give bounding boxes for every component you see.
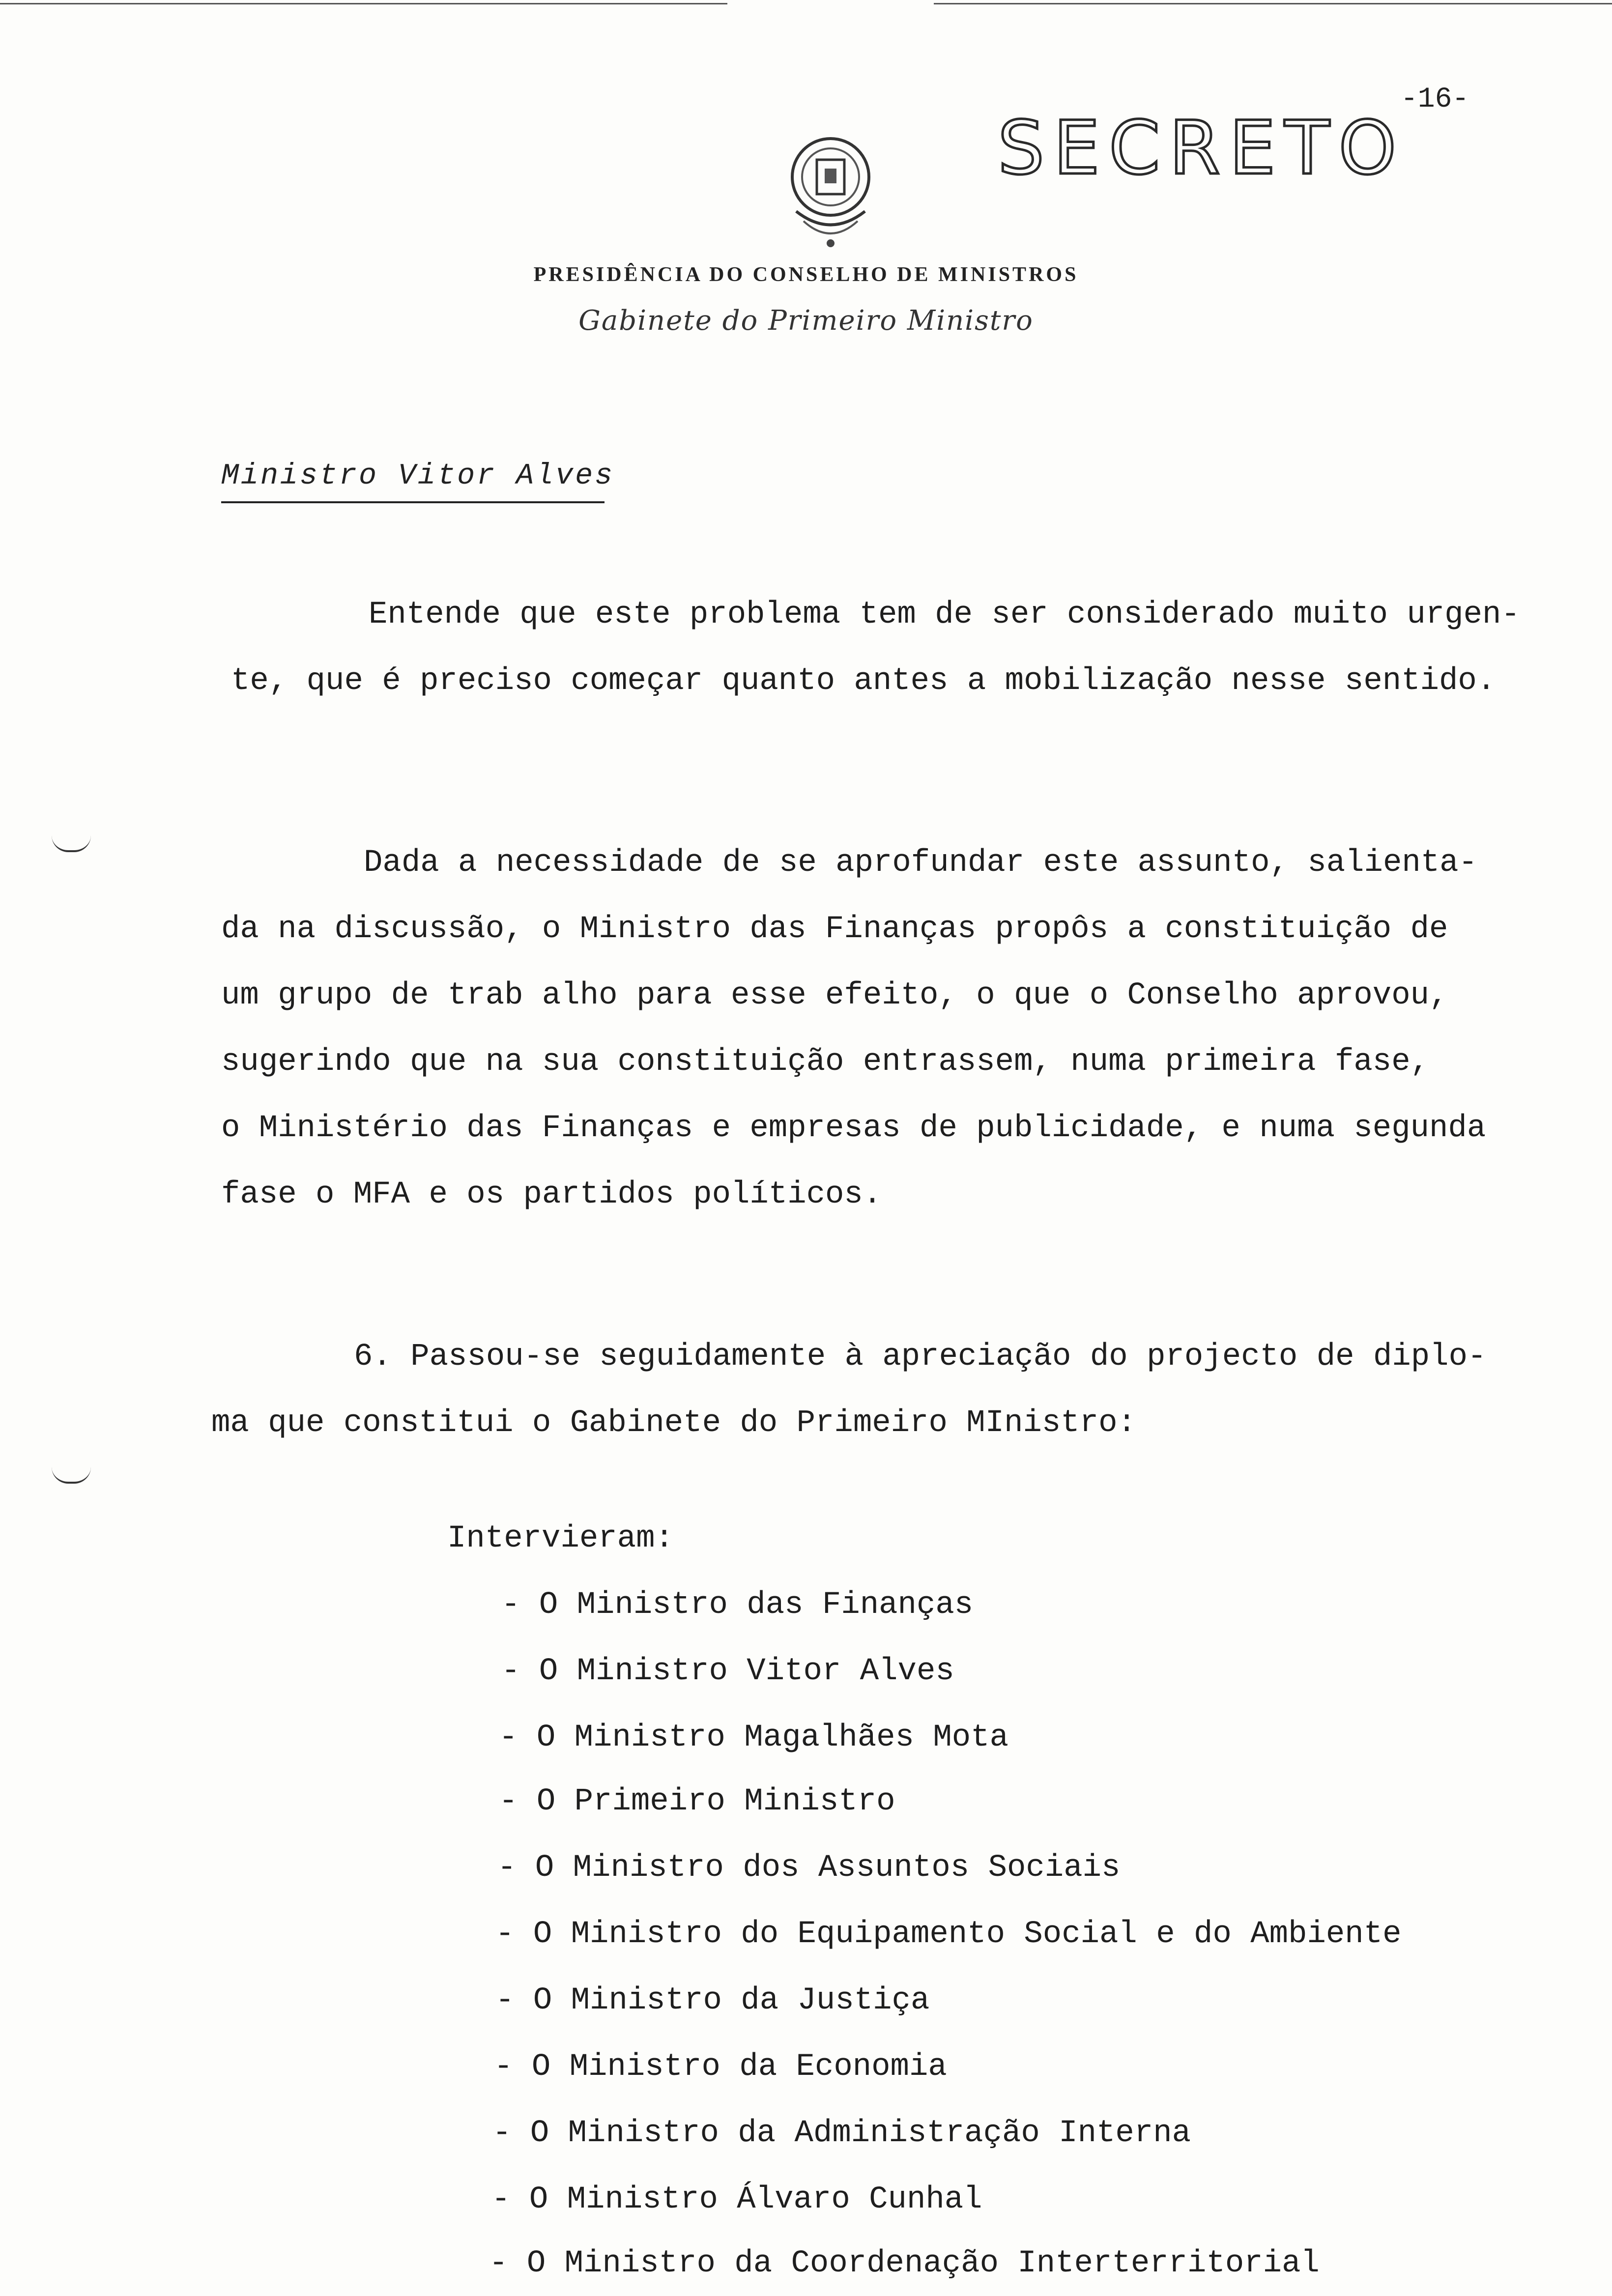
participant-item: - O Primeiro Ministro: [499, 1784, 895, 1819]
paragraph2-line: sugerindo que na sua constituição entrassem, numa primeira fase,: [221, 1044, 1429, 1080]
participant-item: - O Ministro Álvaro Cunhal: [491, 2182, 982, 2217]
top-edge-line: [0, 3, 727, 4]
paragraph2-line: o Ministério das Finanças e empresas de publicidade, e numa segunda: [221, 1111, 1486, 1146]
participant-item: - O Ministro da Administração Interna: [492, 2116, 1191, 2151]
paragraph2-line: um grupo de trab alho para esse efeito, o que o Conselho aprovou,: [221, 978, 1448, 1013]
margin-binder-mark: [52, 835, 91, 852]
margin-binder-mark: [52, 1467, 91, 1484]
paragraph2-line: da na discussão, o Ministro das Finanças propôs a constituição de: [221, 912, 1448, 947]
participant-item: - O Ministro Vitor Alves: [501, 1654, 954, 1689]
paragraph1-line: Entende que este problema tem de ser considerado muito urgen-: [369, 597, 1520, 632]
page-number: -16-: [1401, 84, 1469, 115]
header-subtitle: Gabinete do Primeiro Ministro: [578, 305, 1034, 337]
speaker-underline: [221, 501, 604, 503]
participant-item: - O Ministro da Justiça: [495, 1983, 930, 2018]
top-edge-line-right: [934, 3, 1612, 4]
paragraph3-line: ma que constitui o Gabinete do Primeiro MInistro:: [211, 1406, 1136, 1441]
secret-stamp: SECRETO: [998, 106, 1406, 191]
participant-item: - O Ministro do Equipamento Social e do Ambiente: [495, 1917, 1402, 1952]
header-title: PRESIDÊNCIA DO CONSELHO DE MINISTROS: [533, 263, 1079, 286]
paragraph1-line: te, que é preciso começar quanto antes a mobilização nesse sentido.: [231, 663, 1496, 699]
participant-item: - O Ministro da Coordenação Interterritorial: [489, 2246, 1320, 2281]
coat-of-arms-seal-icon: [777, 125, 885, 253]
participant-item: - O Ministro da Economia: [494, 2049, 947, 2085]
intervened-label: Intervieram:: [447, 1521, 674, 1556]
paragraph3-line: 6. Passou-se seguidamente à apreciação do projecto de diplo-: [354, 1339, 1487, 1375]
paragraph2-line: fase o MFA e os partidos políticos.: [221, 1177, 882, 1212]
participant-item: - O Ministro Magalhães Mota: [499, 1720, 1008, 1755]
participant-item: - O Ministro das Finanças: [501, 1587, 974, 1623]
participant-item: - O Ministro dos Assuntos Sociais: [497, 1850, 1121, 1886]
paragraph2-line: Dada a necessidade de se aprofundar este assunto, salienta-: [364, 845, 1477, 881]
speaker-heading: Ministro Vitor Alves: [221, 459, 615, 493]
